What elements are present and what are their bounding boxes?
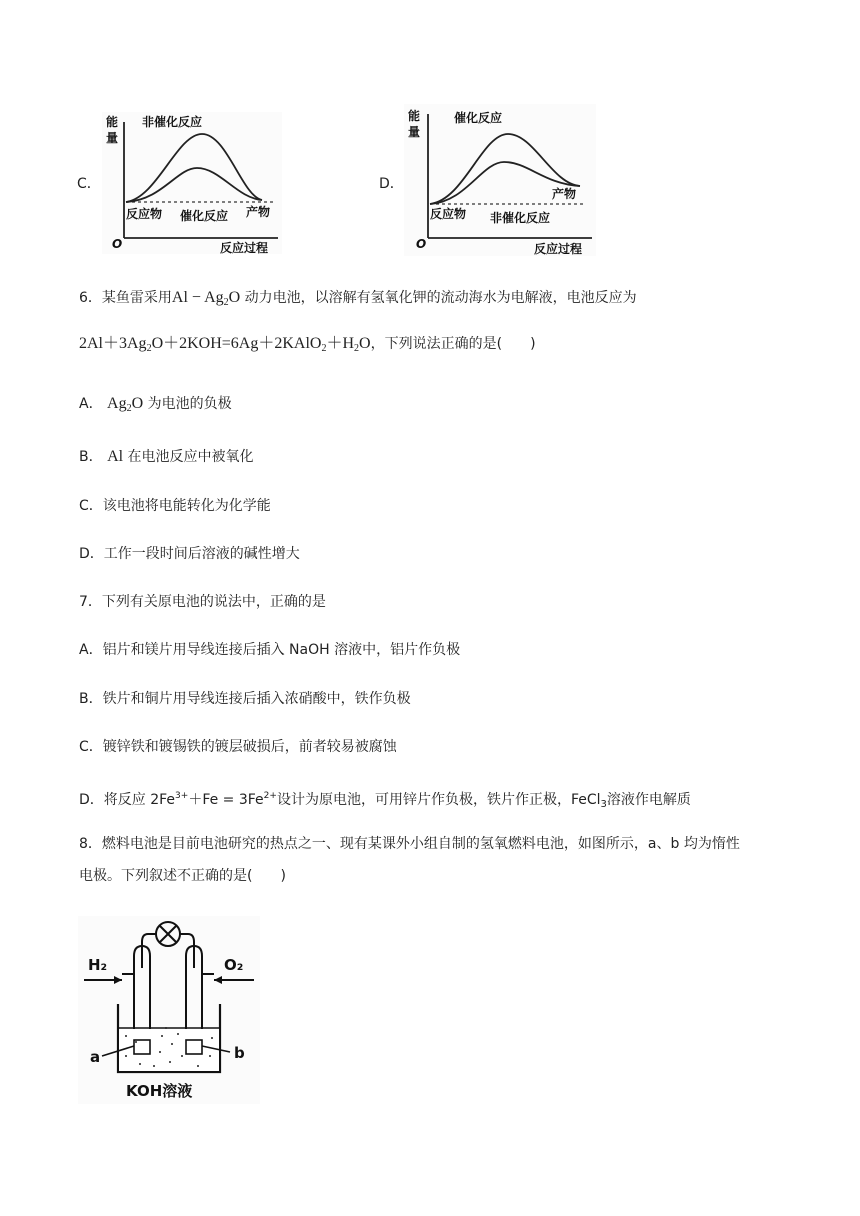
q6-option-a-formula: $Ag_2O$ bbox=[107, 395, 144, 414]
q7-option-d-sup2: 2+ bbox=[263, 791, 277, 801]
q6-stem-part1: 6．某鱼雷采用 bbox=[79, 290, 172, 306]
low-curve-label: 催化反应 bbox=[180, 209, 229, 223]
q6-option-a bbox=[79, 394, 232, 419]
q6-option-b-prefix: B． bbox=[79, 449, 103, 465]
fuel-cell-diagram-svg bbox=[78, 916, 260, 1104]
x-axis-label: 反应过程 bbox=[220, 241, 269, 254]
reactant-label: 反应物 bbox=[430, 207, 467, 221]
q6-option-c: C．该电池将电能转化为化学能 bbox=[79, 498, 271, 514]
q7-option-a: A．铝片和镁片用导线连接后插入 NaOH 溶液中，铝片作负极 bbox=[79, 642, 461, 658]
origin-label: O bbox=[416, 237, 427, 251]
reactant-label: 反应物 bbox=[126, 207, 163, 221]
q6-option-b bbox=[79, 447, 254, 467]
y-axis-label-1: 能 bbox=[106, 115, 119, 129]
y-axis-label-2: 量 bbox=[106, 131, 119, 145]
h2-label: H₂ bbox=[88, 956, 108, 974]
q6-stem bbox=[79, 288, 637, 313]
electrode-a-label: a bbox=[90, 1048, 101, 1066]
origin-label: O bbox=[112, 237, 123, 251]
energy-diagram-d-svg bbox=[404, 104, 596, 256]
q8-stem-line1: 8．燃料电池是目前电池研究的热点之一、现有某课外小组自制的氢氧燃料电池，如图所示，a、b 均为惰性 bbox=[79, 836, 740, 852]
fuel-cell-diagram bbox=[78, 916, 260, 1104]
q6-option-d: D．工作一段时间后溶液的碱性增大 bbox=[79, 546, 300, 562]
product-label: 产物 bbox=[246, 205, 271, 219]
q6-equation-line bbox=[79, 334, 536, 359]
o2-arrow-head bbox=[214, 976, 222, 984]
product-label: 产物 bbox=[552, 187, 577, 201]
top-curve-label: 催化反应 bbox=[454, 111, 503, 125]
q7-option-d-part1: D．将反应 2Fe bbox=[79, 792, 176, 808]
q6-option-b-formula: Al bbox=[107, 448, 124, 465]
q6-option-a-prefix: A． bbox=[79, 396, 103, 412]
q7-option-d bbox=[79, 786, 691, 815]
q7-option-d-part4: 溶液作电解质 bbox=[606, 792, 691, 808]
low-curve bbox=[126, 168, 262, 202]
energy-diagram-c-svg bbox=[102, 112, 282, 254]
q6-equation: $2Al+3Ag_2O+2KOH=6Ag+2KAlO_2+H_2O$ bbox=[79, 335, 371, 354]
top-curve-label: 非催化反应 bbox=[142, 115, 203, 129]
x-axis-label: 反应过程 bbox=[534, 242, 583, 256]
h2-arrow-head bbox=[114, 976, 122, 984]
q8-stem-line2: 电极。下列叙述不正确的是( ) bbox=[79, 868, 286, 884]
q7-option-b: B．铁片和铜片用导线连接后插入浓硝酸中，铁作负极 bbox=[79, 691, 411, 707]
q7-option-d-sup1: 3+ bbox=[175, 791, 189, 801]
y-axis-label-2: 量 bbox=[408, 125, 421, 139]
solution-label: KOH溶液 bbox=[126, 1082, 193, 1100]
y-axis-label-1: 能 bbox=[408, 109, 421, 123]
q6-equation-tail: ，下列说法正确的是( ) bbox=[370, 336, 536, 352]
q6-option-b-text: 在电池反应中被氧化 bbox=[127, 449, 254, 465]
q7-option-d-part3: 设计为原电池，可用锌片作负极，铁片作正极，FeCl bbox=[276, 792, 601, 808]
q6-formula-cell: $Al - Ag_2O$ bbox=[171, 289, 241, 308]
q7-option-d-sub: 3 bbox=[600, 799, 607, 810]
o2-label: O₂ bbox=[224, 956, 244, 974]
q6-stem-part2: 动力电池，以溶解有氢氧化钾的流动海水为电解液，电池反应为 bbox=[244, 290, 637, 306]
low-curve-label: 非催化反应 bbox=[490, 211, 551, 225]
q6-option-a-text: 为电池的负极 bbox=[147, 396, 232, 412]
energy-diagram-c bbox=[102, 112, 282, 254]
electrode-b-label: b bbox=[234, 1044, 245, 1062]
option-d-label: D． bbox=[379, 176, 404, 192]
q7-option-d-part2: ＋Fe = 3Fe bbox=[188, 792, 264, 808]
option-c-label: C． bbox=[77, 176, 101, 192]
energy-diagram-d bbox=[404, 104, 596, 256]
q7-option-c: C．镀锌铁和镀锡铁的镀层破损后，前者较易被腐蚀 bbox=[79, 739, 397, 755]
q7-stem: 7．下列有关原电池的说法中，正确的是 bbox=[79, 594, 326, 610]
